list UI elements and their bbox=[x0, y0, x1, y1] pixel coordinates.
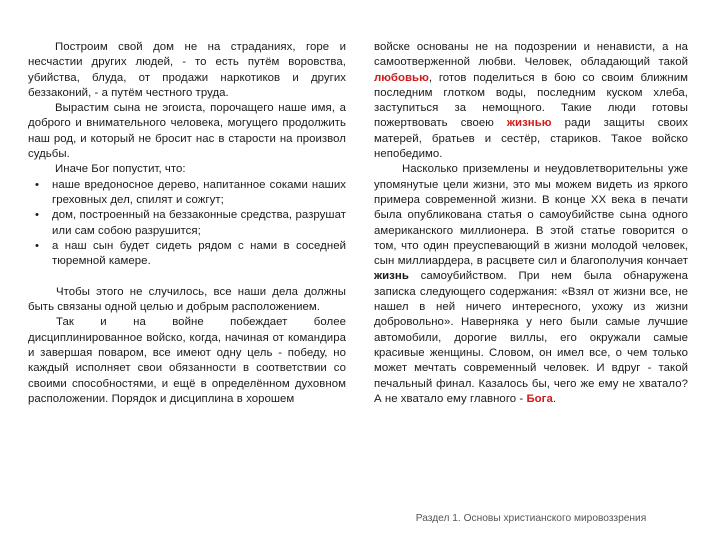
paragraph-house: Построим свой дом не на страданиях, горе и несчастии других людей, - то есть путём воровства, убийства, блуда, от продажи наркотиков и других беззаконий, - а путём честного труда. bbox=[28, 41, 346, 99]
text-run: самоубийством. При нем была обнаружена записка следующего содержания: «Взял от жизни все, не нашел в ней ничего интересного, ухожу из жизни добровольно». Наверняка у него были самые лучшие автомобили, дорогие виллы, его окружали самые красивые женщины. Словом, он имел все, о чем только может мечтать современный человек. И вдруг - такой печальный финал. Казалось бы, чего же ему не хватало? А не хватало ему главного - bbox=[374, 270, 688, 405]
paragraph-example bbox=[374, 162, 688, 407]
page-footer: Раздел 1. Основы христианского мировоззрения bbox=[415, 513, 647, 524]
paragraph-gap bbox=[28, 269, 346, 284]
paragraph-son: Вырастим сына не эгоиста, порочащего наше имя, а доброго и внимательного человека, могущего продолжить наш род, и который не бросит нас в старости на произвол судьбы. bbox=[28, 102, 346, 161]
text-run: . bbox=[552, 392, 557, 405]
text-run: , готов поделиться в бою со своим ближним последним глотком воды, последним куском хлеба, заступиться за немощного. Такие люди готовы пожертвовать своею bbox=[374, 71, 688, 130]
list-item bbox=[28, 239, 346, 270]
right-column bbox=[374, 40, 688, 407]
text-run: войске основаны не на подозрении и ненависти, а на самоотверженной любви. Человек, обладающий такой bbox=[374, 41, 688, 69]
paragraph-otherwise: Иначе Бог попустит, что: bbox=[55, 163, 186, 176]
list-item bbox=[28, 208, 346, 239]
text-run: Насколько приземлены и неудовлетворительны уже упомянутые цели жизни, это мы можем видеть из яркого примера современной жизни. В конце XX века в печати была опубликована статья о самоубийстве сына одного американского миллионера. В этой статье говорится о том, что один преуспевающий в жизни молодой человек, сын миллиардера, в расцвете сил и благополучия кончает bbox=[374, 163, 688, 268]
bold-life: жизнь bbox=[374, 270, 409, 283]
text-run: ради защиты своих матерей, братьев и сестёр, стариков. Такое войско непобедимо. bbox=[374, 117, 688, 161]
highlight-god: Бога bbox=[526, 392, 553, 405]
bullet-icon: • bbox=[34, 209, 40, 222]
paragraph-purpose: Чтобы этого не случилось, все наши дела должны быть связаны одной целью и добрым расположением. bbox=[28, 285, 346, 314]
paragraph-army: Так и на войне побеждает более дисциплинированное войско, когда, начиная от командира и завершая поваром, все имеют одну цель - победу, но каждый исполняет свои обязанности в соответствии со своими способностями, и ещё в определённом духовном расположении. Порядок и дисциплина в хорошем bbox=[28, 316, 346, 405]
bullet-icon: • bbox=[34, 178, 40, 191]
list-item-text: дом, построенный на беззаконные средства, разрушат или сам собою разрушится; bbox=[52, 209, 346, 237]
list-item bbox=[28, 178, 346, 209]
paragraph-love bbox=[374, 40, 688, 162]
list-item-text: а наш сын будет сидеть рядом с нами в соседней тюремной камере. bbox=[52, 239, 346, 268]
highlight-love: любовью bbox=[374, 71, 429, 84]
bullet-icon: • bbox=[34, 239, 40, 252]
consequences-list bbox=[28, 178, 346, 270]
left-column bbox=[28, 40, 346, 407]
list-item-text: наше вредоносное дерево, напитанное соками наших греховных дел, спилят и сожгут; bbox=[52, 178, 346, 206]
highlight-life: жизнью bbox=[506, 117, 552, 130]
